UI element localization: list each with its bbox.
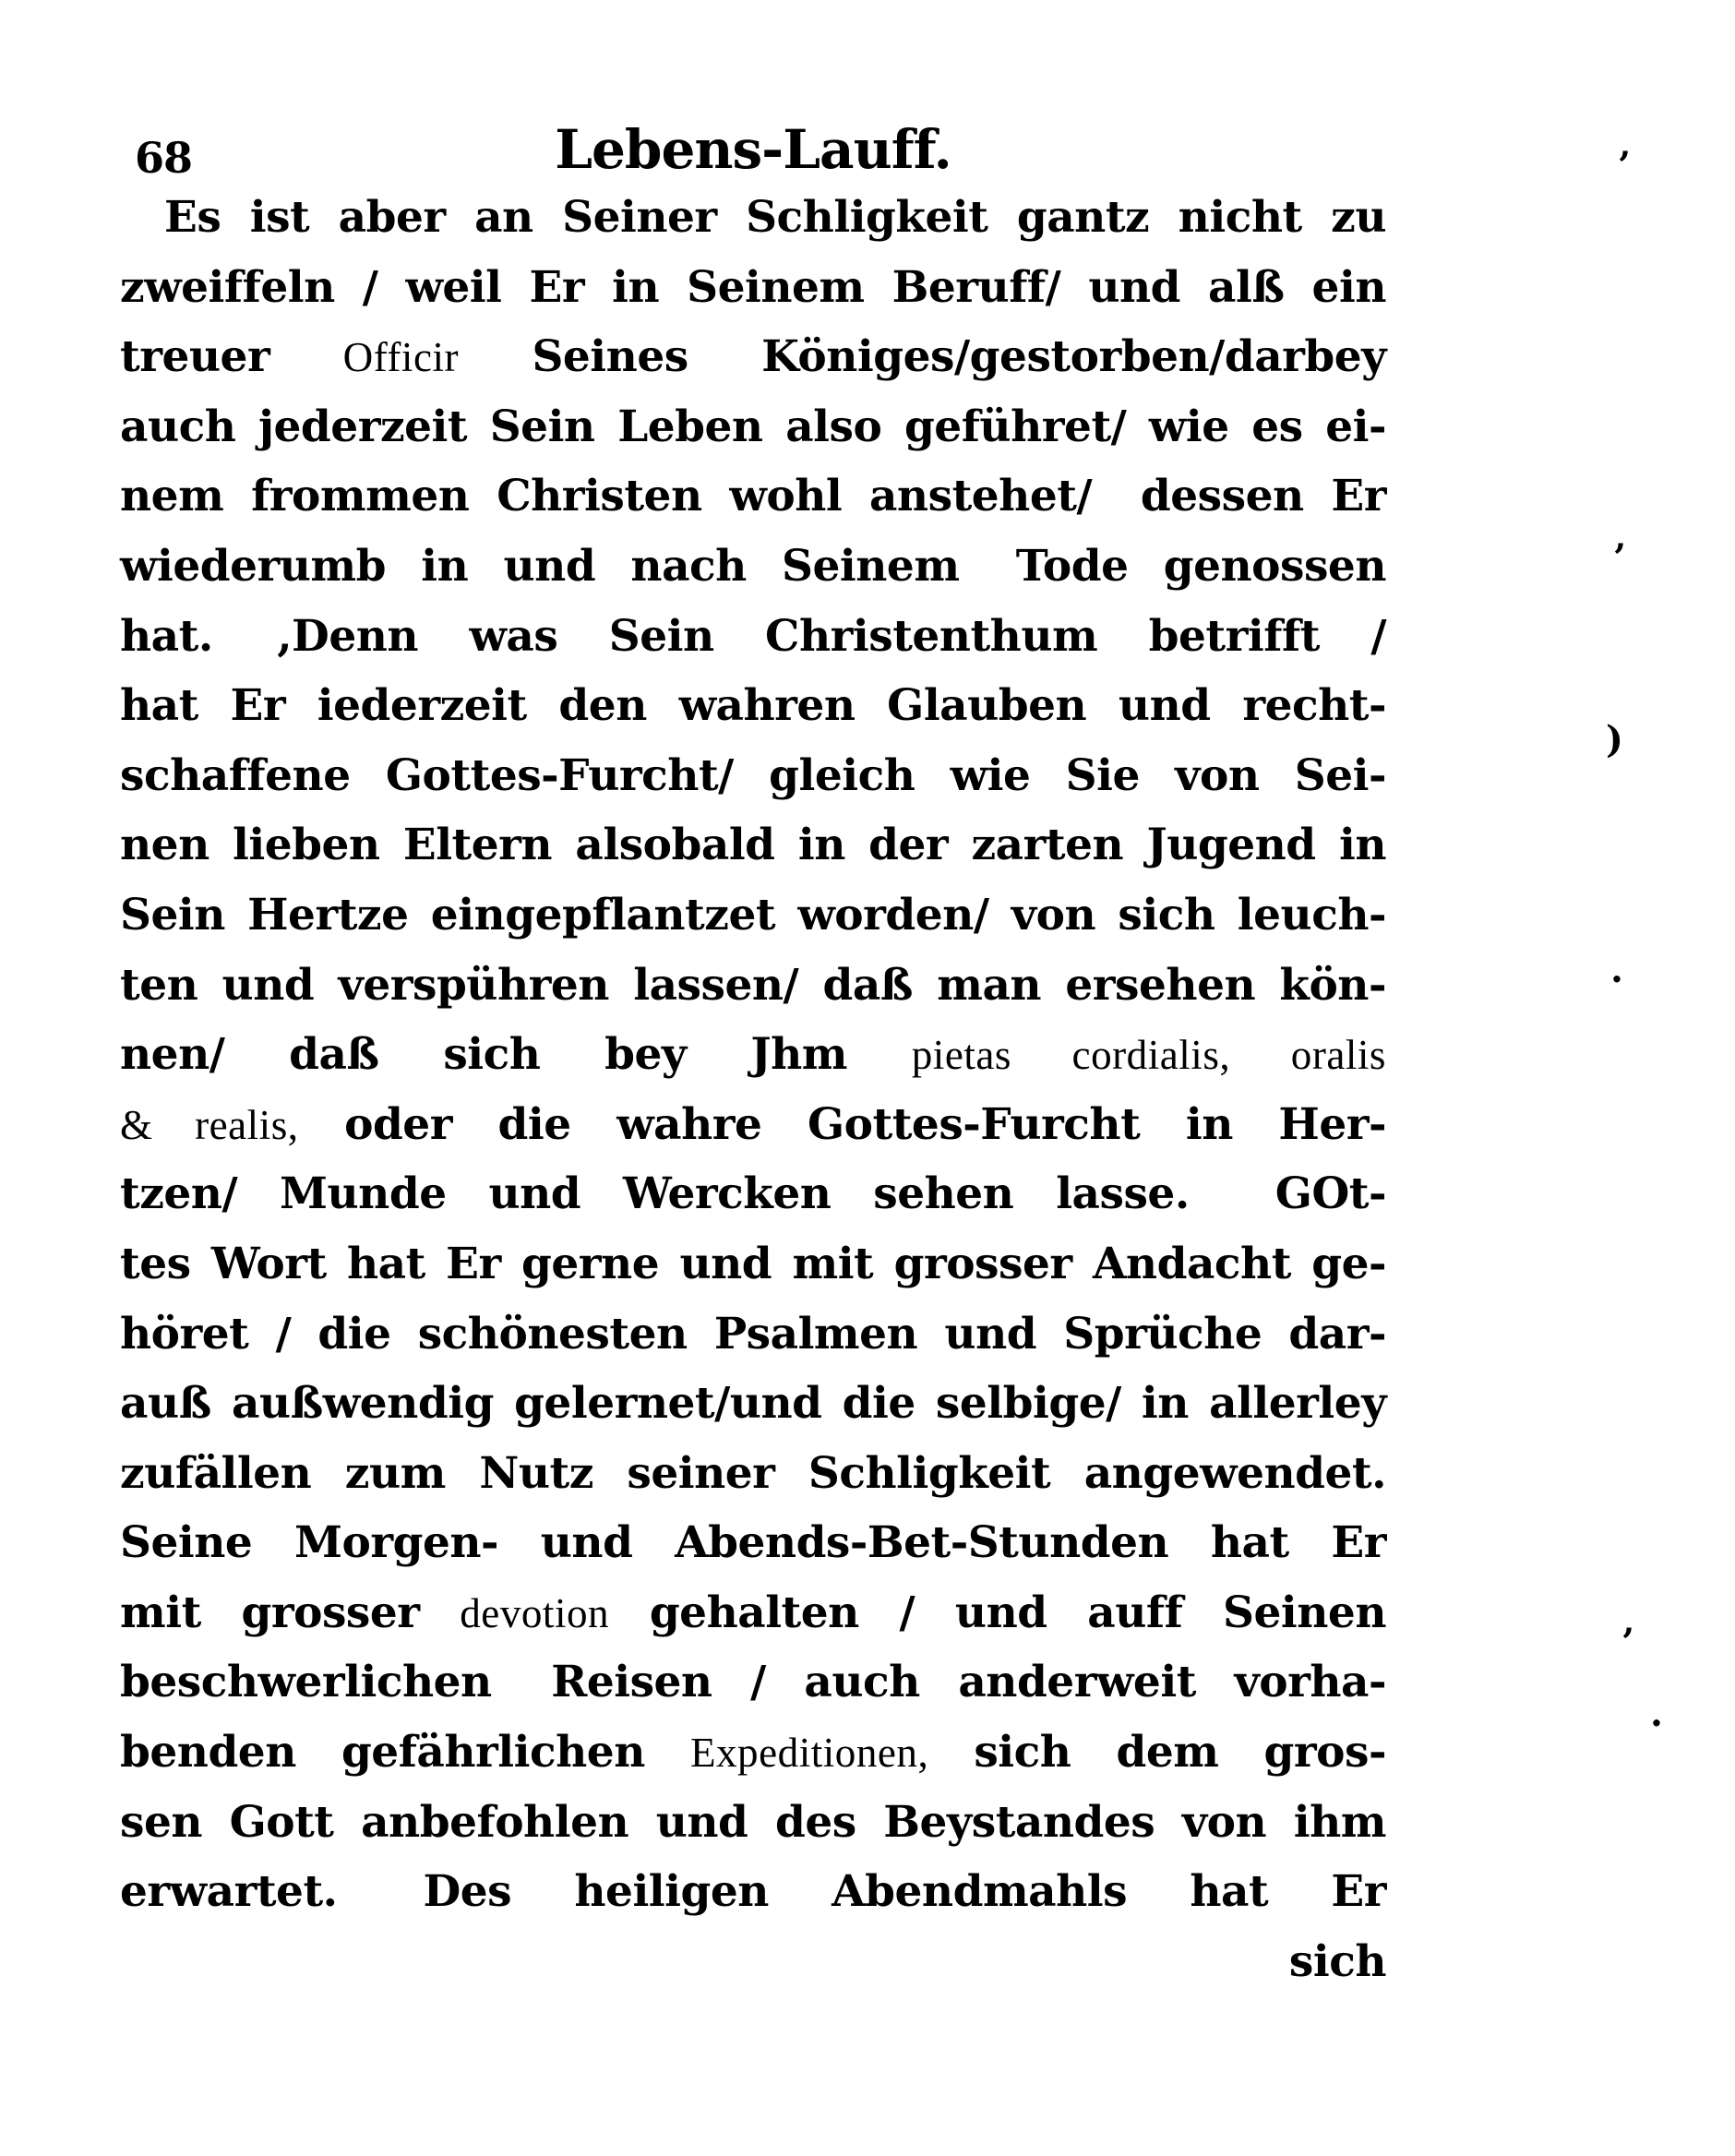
ink-speck: ’ — [1613, 536, 1626, 580]
body-lines — [120, 183, 1386, 1927]
ink-speck: ’ — [1621, 1621, 1634, 1664]
text-line — [120, 1647, 1386, 1718]
text-line — [120, 532, 1386, 602]
fraktur-text: schaffene Gottes-Furcht/ gleich wie Sie von Sei- — [120, 749, 1386, 801]
ink-speck: · — [1650, 1702, 1663, 1745]
fraktur-text: auch jederzeit Sein Leben also geführet/ wie es ei- — [120, 401, 1386, 452]
fraktur-text: tzen/ Munde und Wercken sehen lasse. GOt- — [120, 1168, 1386, 1220]
antiqua-text: pietas cordialis, oralis — [911, 1032, 1386, 1079]
fraktur-text: zweiffeln / weil Er in Seinem Beruff/ und alß ein — [120, 261, 1386, 313]
fraktur-text: ten und verspühren lassen/ daß man ersehen kön- — [120, 959, 1386, 1011]
fraktur-text: Es ist aber an Seiner Schligkeit gantz nicht zu — [164, 192, 1386, 243]
text-line — [120, 1369, 1386, 1439]
fraktur-text: auß außwendig gelernet/und die selbige/ in allerley — [120, 1378, 1386, 1430]
fraktur-text: treuer — [120, 331, 343, 383]
text-line — [120, 1718, 1386, 1788]
fraktur-text: sen Gott anbefohlen und des Beystandes von ihm — [120, 1796, 1386, 1848]
catchword-line — [120, 1927, 1386, 1997]
text-line — [120, 392, 1386, 462]
antiqua-text: & realis, — [120, 1101, 299, 1148]
fraktur-text: Seines Königes/gestorben/darbey — [459, 331, 1386, 383]
text-line — [120, 1300, 1386, 1370]
text-line — [120, 253, 1386, 323]
fraktur-text: Sein Hertze eingepflantzet worden/ von sich leuch- — [120, 889, 1386, 940]
text-line — [120, 602, 1386, 672]
antiqua-text: Officir — [342, 334, 460, 381]
fraktur-text: gehalten / und auff Seinen — [609, 1587, 1386, 1638]
fraktur-text: hat Er iederzeit den wahren Glauben und recht- — [120, 680, 1386, 732]
text-line — [120, 1578, 1386, 1648]
text-line — [120, 1508, 1386, 1578]
text-line — [120, 1857, 1386, 1927]
fraktur-text: erwartet. Des heiligen Abendmahls hat Er — [120, 1866, 1386, 1918]
fraktur-text: sich dem gros- — [928, 1727, 1386, 1779]
ink-speck: · — [1610, 958, 1623, 1001]
catchword: sich — [1288, 1935, 1386, 1987]
fraktur-text: wiederumb in und nach Seinem Tode genossen — [120, 540, 1386, 592]
text-line — [120, 1439, 1386, 1509]
text-block — [120, 183, 1386, 1996]
fraktur-text: zufällen zum Nutz seiner Schligkeit angewendet. — [120, 1447, 1386, 1499]
fraktur-text: nen lieben Eltern alsobald in der zarten Jugend in — [120, 820, 1386, 871]
running-title: Lebens-Lauff. — [555, 118, 951, 181]
page-number: 68 — [135, 133, 193, 183]
fraktur-text: höret / die schönesten Psalmen und Sprüche dar- — [120, 1308, 1386, 1359]
text-line — [120, 741, 1386, 811]
fraktur-text: Seine Morgen- und Abends-Bet-Stunden hat Er — [120, 1517, 1386, 1569]
fraktur-text: nen/ daß sich bey Jhm — [120, 1029, 912, 1081]
fraktur-text: beschwerlichen Reisen / auch anderweit vorha- — [120, 1657, 1386, 1708]
ink-speck: ’ — [1618, 144, 1631, 187]
text-line — [120, 1090, 1386, 1160]
text-line — [120, 1159, 1386, 1229]
text-line — [120, 671, 1386, 741]
text-line — [120, 1229, 1386, 1300]
text-line — [120, 1788, 1386, 1858]
fraktur-text: nem frommen Christen wohl anstehet/ dessen Er — [120, 471, 1386, 522]
text-line — [120, 183, 1386, 253]
fraktur-text: tes Wort hat Er gerne und mit grosser Andacht ge- — [120, 1238, 1386, 1289]
text-line — [120, 951, 1386, 1021]
fraktur-text: mit grosser — [120, 1587, 461, 1638]
text-line — [120, 461, 1386, 532]
antiqua-text: devotion — [460, 1589, 610, 1636]
fraktur-text: hat. ,Denn was Sein Christenthum betrifft / — [120, 610, 1386, 662]
ink-speck: ) — [1606, 718, 1623, 761]
fraktur-text: oder die wahre Gottes-Furcht in Her- — [298, 1098, 1387, 1150]
fraktur-text: benden gefährlichen — [120, 1727, 690, 1779]
antiqua-text: Expeditionen, — [689, 1730, 929, 1777]
text-line — [120, 880, 1386, 951]
text-line — [120, 322, 1386, 392]
text-line — [120, 1020, 1386, 1090]
text-line — [120, 810, 1386, 880]
